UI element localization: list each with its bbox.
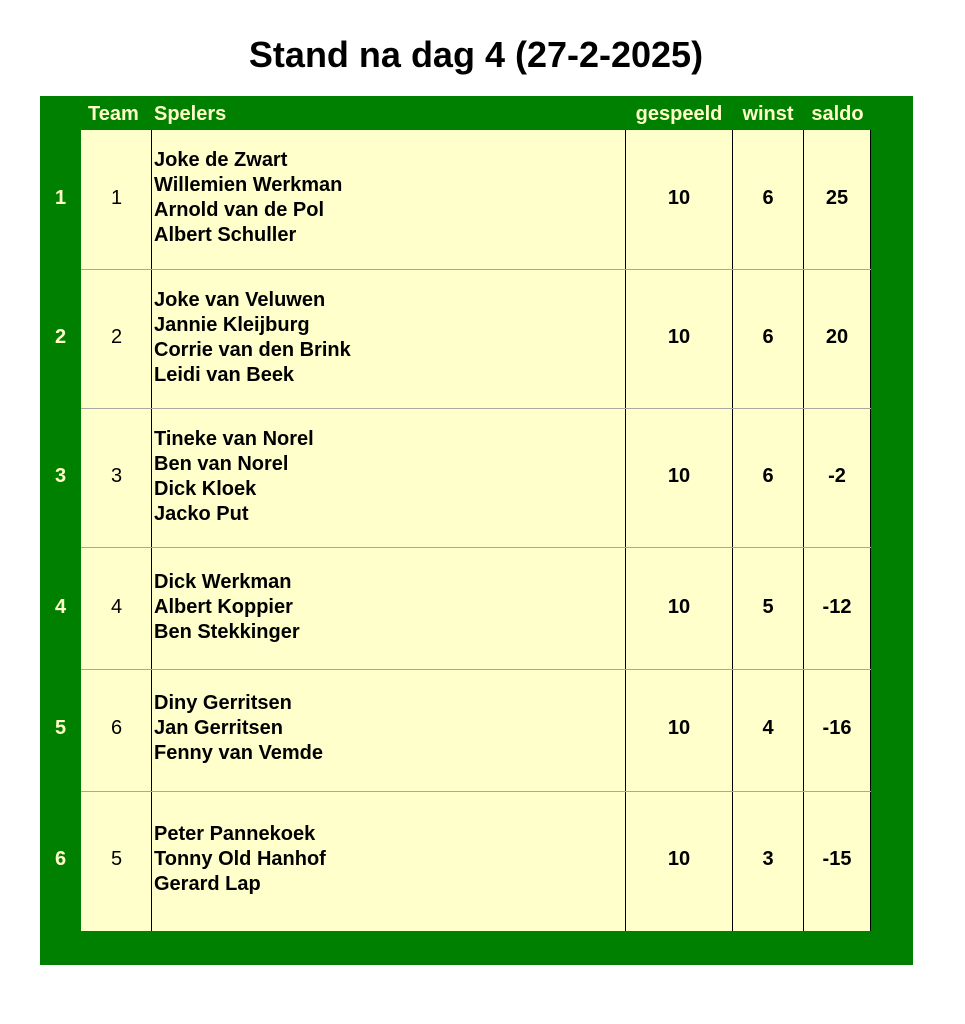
player-name: Arnold van de Pol xyxy=(154,199,325,221)
player-name: Tonny Old Hanhof xyxy=(154,848,326,870)
player-name: Albert Schuller xyxy=(154,224,297,246)
player-name: Tineke van Norel xyxy=(154,428,314,450)
player-name: Leidi van Beek xyxy=(154,364,295,386)
gespeeld-cell: 10 xyxy=(667,848,691,870)
standings-table-body xyxy=(81,130,871,931)
row-divider xyxy=(81,791,871,792)
gespeeld-cell: 10 xyxy=(667,187,691,209)
header-team: Team xyxy=(88,103,139,125)
page-title: Stand na dag 4 (27-2-2025) xyxy=(248,34,704,75)
row-divider xyxy=(81,547,871,548)
players-cell xyxy=(154,822,624,897)
rank-cell: 3 xyxy=(54,465,67,487)
rank-cell: 2 xyxy=(54,326,67,348)
players-cell xyxy=(154,570,624,645)
player-name: Dick Kloek xyxy=(154,478,257,500)
winst-cell: 6 xyxy=(762,187,774,209)
column-divider xyxy=(870,130,871,931)
saldo-cell: -12 xyxy=(822,596,852,618)
rank-cell: 5 xyxy=(54,717,67,739)
gespeeld-cell: 10 xyxy=(667,465,691,487)
player-name: Dick Werkman xyxy=(154,571,292,593)
player-name: Diny Gerritsen xyxy=(154,692,292,714)
winst-cell: 3 xyxy=(762,848,774,870)
team-cell: 3 xyxy=(110,465,123,487)
winst-cell: 5 xyxy=(762,596,774,618)
player-name: Gerard Lap xyxy=(154,873,261,895)
player-name: Ben van Norel xyxy=(154,453,289,475)
players-cell xyxy=(154,427,624,527)
player-name: Joke de Zwart xyxy=(154,149,288,171)
header-spelers: Spelers xyxy=(154,103,227,125)
saldo-cell: -16 xyxy=(822,717,852,739)
header-saldo: saldo xyxy=(811,103,864,125)
row-divider xyxy=(81,408,871,409)
row-divider xyxy=(81,269,871,270)
player-name: Jacko Put xyxy=(154,503,249,525)
players-cell xyxy=(154,691,624,766)
player-name: Fenny van Vemde xyxy=(154,742,323,764)
player-name: Jan Gerritsen xyxy=(154,717,283,739)
gespeeld-cell: 10 xyxy=(667,326,691,348)
saldo-cell: -2 xyxy=(828,465,846,487)
player-name: Willemien Werkman xyxy=(154,174,343,196)
team-cell: 6 xyxy=(110,717,123,739)
column-divider xyxy=(732,130,733,931)
rank-cell: 1 xyxy=(54,187,67,209)
player-name: Jannie Kleijburg xyxy=(154,314,310,336)
team-cell: 2 xyxy=(110,326,123,348)
team-cell: 1 xyxy=(110,187,123,209)
column-divider xyxy=(151,130,152,931)
row-divider xyxy=(81,669,871,670)
header-gespeeld: gespeeld xyxy=(635,103,723,125)
column-divider xyxy=(803,130,804,931)
player-name: Ben Stekkinger xyxy=(154,621,300,643)
team-cell: 5 xyxy=(110,848,123,870)
winst-cell: 6 xyxy=(762,465,774,487)
gespeeld-cell: 10 xyxy=(667,596,691,618)
saldo-cell: 25 xyxy=(825,187,849,209)
player-name: Corrie van den Brink xyxy=(154,339,351,361)
player-name: Albert Koppier xyxy=(154,596,293,618)
gespeeld-cell: 10 xyxy=(667,717,691,739)
winst-cell: 4 xyxy=(762,717,774,739)
rank-cell: 4 xyxy=(54,596,67,618)
players-cell xyxy=(154,148,624,248)
team-cell: 4 xyxy=(110,596,123,618)
header-winst: winst xyxy=(742,103,794,125)
column-divider xyxy=(625,130,626,931)
rank-cell: 6 xyxy=(54,848,67,870)
players-cell xyxy=(154,288,624,388)
saldo-cell: -15 xyxy=(822,848,852,870)
player-name: Joke van Veluwen xyxy=(154,289,326,311)
player-name: Peter Pannekoek xyxy=(154,823,316,845)
saldo-cell: 20 xyxy=(825,326,849,348)
winst-cell: 6 xyxy=(762,326,774,348)
